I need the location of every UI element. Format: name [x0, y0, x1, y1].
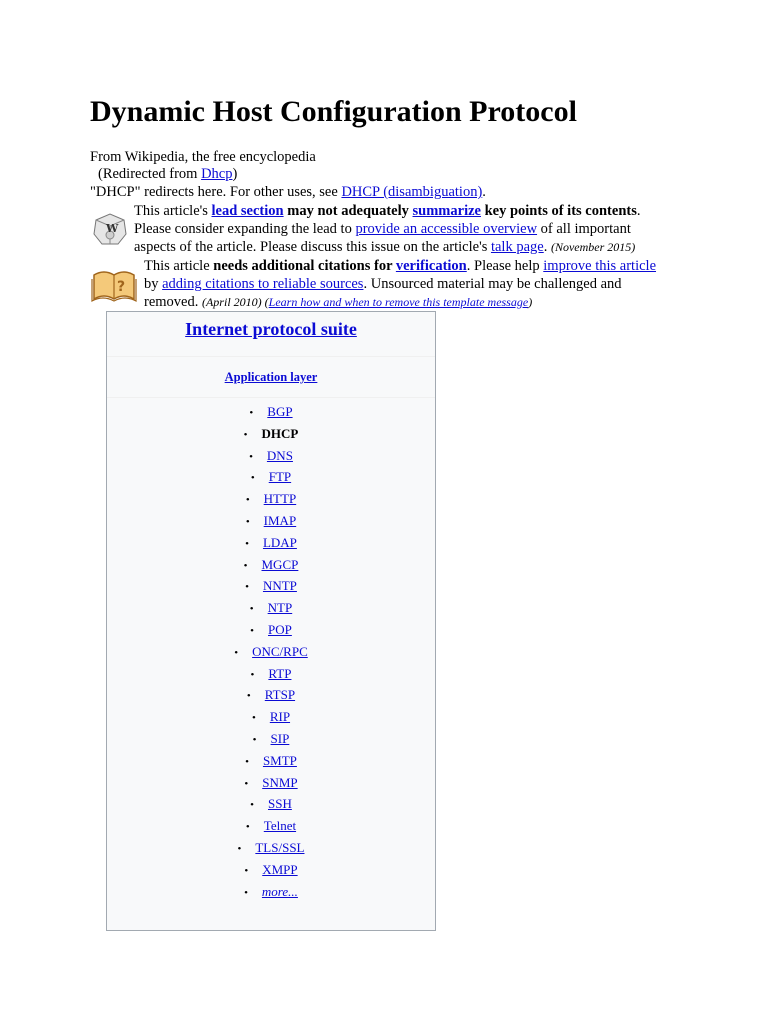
- list-item: [107, 510, 435, 532]
- hatnote: [90, 183, 486, 201]
- application-layer-link[interactable]: Application layer: [224, 370, 318, 384]
- lead-section-notice: [90, 202, 690, 258]
- cite-text-4: by: [144, 276, 163, 292]
- list-item: [107, 488, 435, 510]
- list-item: [107, 466, 435, 488]
- cite-text-1: This article: [144, 258, 214, 274]
- improve-article-link[interactable]: improve this article: [543, 258, 657, 274]
- lead-section-link[interactable]: lead section: [211, 203, 284, 219]
- protocol-link[interactable]: DNS: [266, 447, 293, 463]
- list-bullet: •: [245, 821, 250, 834]
- protocol-link[interactable]: TLS/SSL: [255, 839, 305, 855]
- protocol-current: DHCP: [261, 425, 299, 441]
- protocol-link[interactable]: FTP: [268, 469, 292, 485]
- list-bullet: •: [250, 624, 254, 637]
- protocol-link[interactable]: Telnet: [263, 818, 297, 834]
- list-bullet: •: [251, 712, 256, 725]
- cite-text-5: . Unsourced material may be challenged and: [363, 276, 622, 292]
- lead-text-2: may not adequately: [283, 203, 413, 219]
- list-bullet: •: [252, 733, 257, 746]
- list-bullet: •: [249, 603, 254, 616]
- list-item: [107, 728, 435, 750]
- question-book-icon: [90, 263, 138, 305]
- protocol-link[interactable]: ONC/RPC: [252, 643, 308, 659]
- internet-protocol-suite-link[interactable]: Internet protocol suite: [185, 319, 357, 339]
- cite-text-2: needs additional citations for: [213, 258, 396, 274]
- list-bullet: •: [237, 842, 242, 855]
- lead-text-1: This article's: [134, 203, 212, 219]
- redirect-link[interactable]: Dhcp: [201, 166, 233, 182]
- citations-notice-date: (April 2010): [201, 295, 262, 309]
- list-item: [107, 445, 435, 467]
- list-bullet: •: [250, 668, 255, 681]
- site-tagline: From Wikipedia, the free encyclopedia: [90, 149, 316, 165]
- more-protocols-link[interactable]: more...: [261, 883, 298, 899]
- cite-text-3: . Please help: [466, 258, 544, 274]
- list-item: [107, 684, 435, 706]
- protocol-link[interactable]: NTP: [267, 600, 293, 616]
- list-bullet: •: [245, 581, 249, 594]
- list-item: [107, 554, 435, 576]
- list-item: [107, 401, 435, 423]
- protocol-link[interactable]: LDAP: [262, 534, 297, 550]
- lead-text-4: .: [636, 203, 641, 219]
- verification-link[interactable]: verification: [395, 258, 467, 274]
- lead-text-5: Please consider expanding the lead to: [134, 221, 356, 237]
- list-bullet: •: [244, 886, 248, 899]
- citations-notice: [90, 257, 690, 313]
- cite-paren-open: (: [261, 295, 269, 309]
- navbox-title: [107, 312, 435, 357]
- list-item: [107, 663, 435, 685]
- protocol-link[interactable]: RTSP: [264, 687, 296, 703]
- protocol-link[interactable]: IMAP: [263, 512, 297, 528]
- list-item: [107, 641, 435, 663]
- list-item: [107, 619, 435, 641]
- protocol-link[interactable]: BGP: [267, 404, 293, 419]
- protocol-link[interactable]: NNTP: [262, 578, 297, 594]
- list-item: [107, 597, 435, 619]
- redirect-suffix: ): [232, 166, 238, 182]
- list-bullet: •: [243, 559, 248, 572]
- list-item: [107, 881, 435, 903]
- citations-text: [144, 257, 689, 311]
- list-bullet: •: [244, 777, 249, 790]
- svg-text:?: ?: [117, 279, 126, 295]
- list-item: [107, 532, 435, 554]
- list-bullet: •: [245, 537, 249, 550]
- redirect-note: [98, 165, 237, 183]
- protocol-suite-navbox: [106, 311, 436, 931]
- list-bullet: •: [245, 494, 250, 507]
- protocol-link[interactable]: XMPP: [262, 861, 298, 877]
- list-item: [107, 793, 435, 815]
- lead-section-text: [134, 202, 679, 256]
- svg-text:W: W: [106, 222, 119, 235]
- list-item: [107, 837, 435, 859]
- protocol-link[interactable]: SSH: [268, 796, 292, 812]
- protocol-link[interactable]: RTP: [268, 665, 292, 681]
- protocol-link[interactable]: HTTP: [263, 491, 297, 507]
- list-item: [107, 772, 435, 794]
- page-title: Dynamic Host Configuration Protocol: [90, 95, 577, 128]
- disambiguation-link[interactable]: DHCP (disambiguation): [341, 184, 483, 200]
- learn-remove-template-link[interactable]: Learn how and when to remove this template message: [268, 295, 529, 309]
- list-bullet: •: [243, 428, 248, 441]
- cite-text-6: removed.: [144, 294, 202, 310]
- protocol-link[interactable]: POP: [268, 621, 292, 637]
- lead-text-7: aspects of the article. Please discuss this issue on the article's: [134, 239, 491, 255]
- protocol-link[interactable]: MGCP: [261, 556, 299, 572]
- list-bullet: •: [249, 450, 253, 463]
- protocol-link[interactable]: RIP: [269, 709, 291, 725]
- list-item: [107, 750, 435, 772]
- accessible-overview-link[interactable]: provide an accessible overview: [355, 221, 538, 237]
- list-bullet: •: [250, 472, 255, 485]
- protocol-link[interactable]: SMTP: [262, 752, 297, 768]
- hatnote-text: "DHCP" redirects here. For other uses, see: [90, 184, 342, 200]
- summarize-link[interactable]: summarize: [412, 203, 481, 219]
- list-item: [107, 815, 435, 837]
- navbox-subheader: [107, 357, 435, 398]
- list-bullet: •: [249, 407, 254, 419]
- list-item: [107, 706, 435, 728]
- hatnote-end: .: [482, 184, 486, 200]
- list-item: [107, 575, 435, 597]
- list-bullet: •: [234, 646, 239, 659]
- list-bullet: •: [246, 690, 251, 703]
- protocol-link[interactable]: SNMP: [262, 774, 298, 790]
- lead-text-8: .: [543, 239, 548, 255]
- list-item: [107, 423, 435, 445]
- protocol-list: [107, 401, 435, 902]
- wikipedia-puzzle-icon: [90, 210, 130, 250]
- redirect-prefix: (Redirected from: [98, 166, 202, 182]
- cite-paren-close: ): [528, 295, 533, 309]
- adding-citations-link[interactable]: adding citations to reliable sources: [162, 276, 364, 292]
- lead-text-3: key points of its contents: [480, 203, 637, 219]
- list-item: [107, 859, 435, 881]
- list-bullet: •: [245, 755, 249, 768]
- list-bullet: •: [244, 864, 249, 877]
- lead-notice-date: (November 2015): [550, 240, 636, 254]
- protocol-link[interactable]: SIP: [270, 730, 290, 746]
- list-bullet: •: [250, 799, 254, 812]
- talk-page-link[interactable]: talk page: [490, 239, 544, 255]
- list-bullet: •: [245, 515, 250, 528]
- lead-text-6: of all important: [537, 221, 631, 237]
